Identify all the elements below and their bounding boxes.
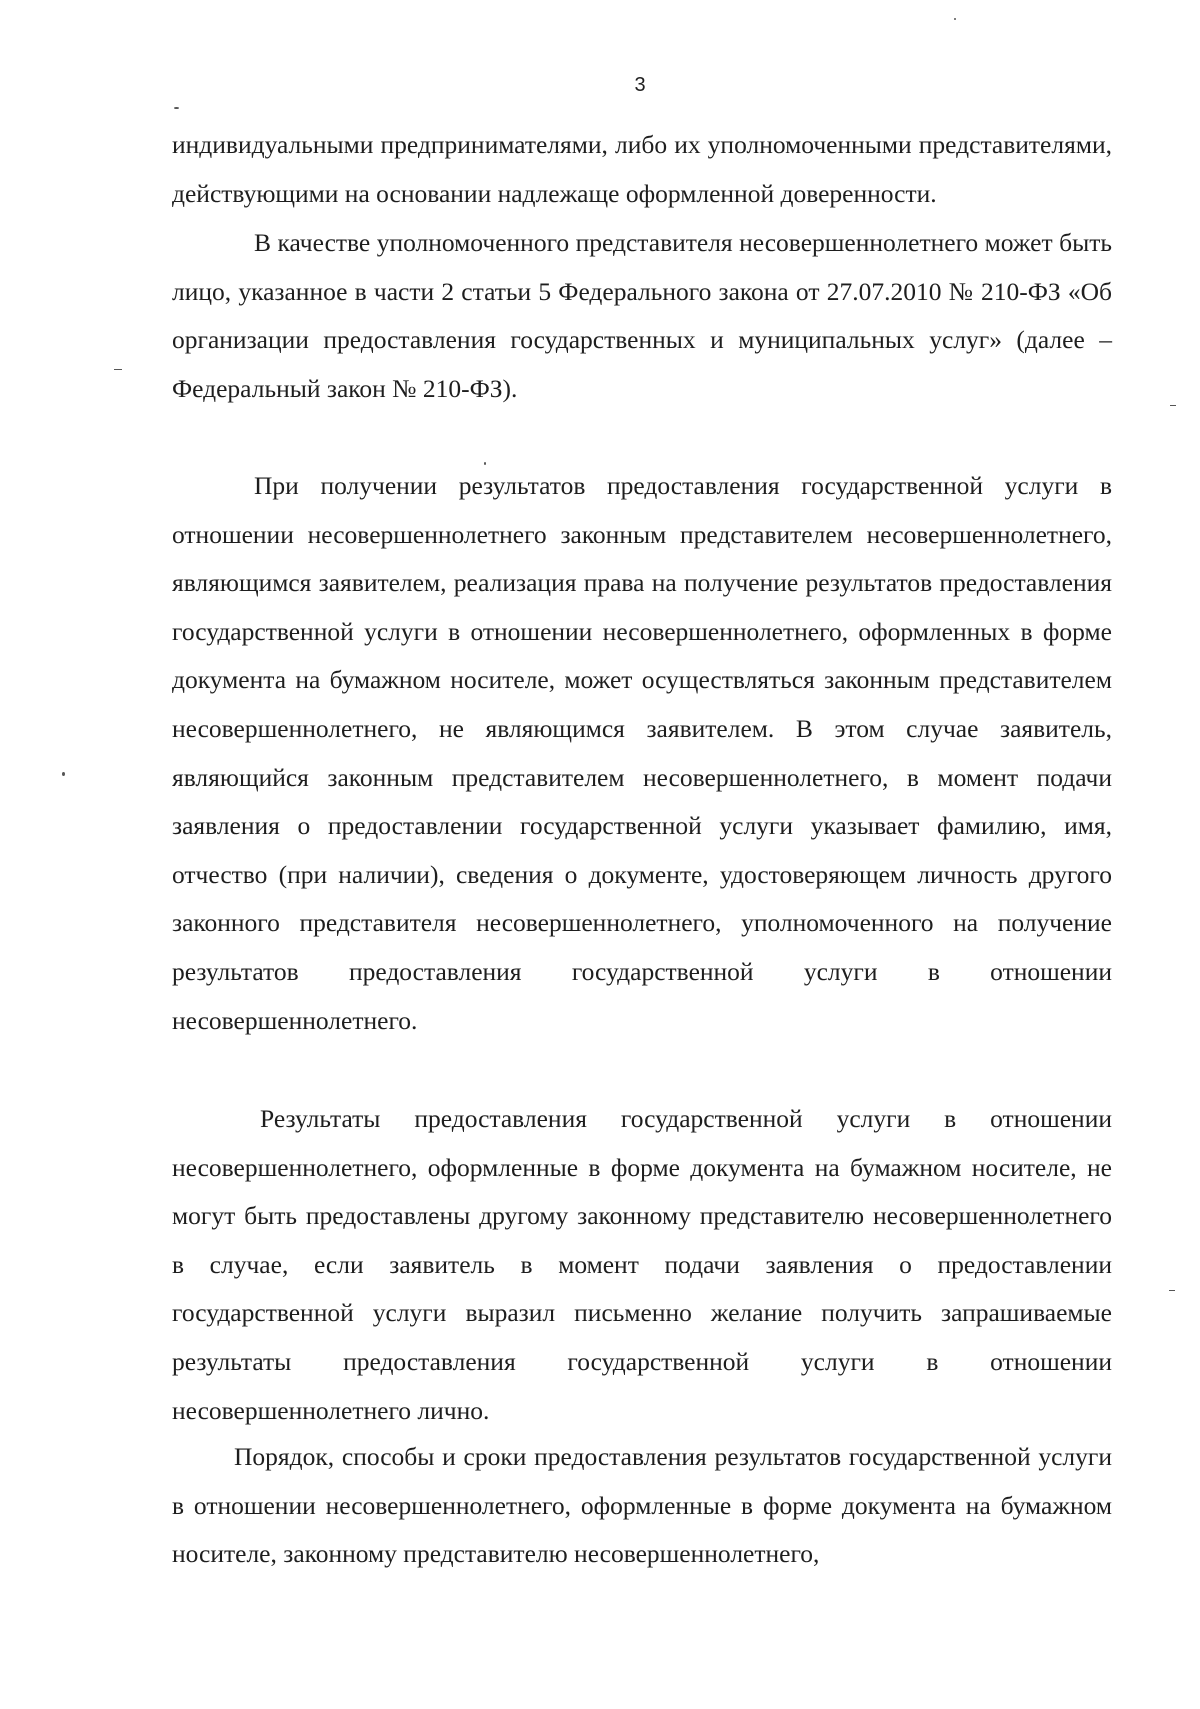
paragraph-1: индивидуальными предпринимателями, либо их уполномоченными представителями, действующими на основании надлежаще оформленной доверенности. (172, 130, 1112, 208)
paragraph-3: При получении результатов предоставления государственной услуги в отношении несовершеннолетнего законным представителем несовершеннолетнего, являющимся заявителем, реализация права на получение результатов предоставления государственной услуги в отношении несовершеннолетнего, оформленных в форме документа на бумажном носителе, может осуществляться законным представителем несовершеннолетнего, не являющимся заявителем. В этом случае заявитель, являющийся законным представителем несовершеннолетнего, в момент подачи заявления о предоставлении государственной услуги указывает фамилию, имя, отчество (при наличии), сведения о документе, удостоверяющем личность другого законного представителя несовершеннолетнего, уполномоченного на получение результатов предоставления государственной услуги в отношении несовершеннолетнего. (172, 471, 1112, 1035)
scan-speck (484, 462, 486, 465)
paragraph-5: Порядок, способы и сроки предоставления результатов государственной услуги в отношении несовершеннолетнего, оформленные в форме документа на бумажном носителе, законному представителю несовершеннолетнего, (172, 1442, 1112, 1569)
scan-speck (62, 772, 65, 776)
text-block-3 (172, 1095, 1112, 1435)
scan-speck (114, 369, 122, 370)
paragraph-2: В качестве уполномоченного представителя несовершеннолетнего может быть лицо, указанное в части 2 статьи 5 Федерального закона от 27.07.2010 № 210-ФЗ «Об организации предоставления государственных и муниципальных услуг» (далее – Федеральный закон № 210-ФЗ). (172, 228, 1112, 403)
paragraph-4: Результаты предоставления государственной услуги в отношении несовершеннолетнего, оформленные в форме документа на бумажном носителе, не могут быть предоставлены другому законному представителю несовершеннолетнего в случае, если заявитель в момент подачи заявления о предоставлении государственной услуги выразил письменно желание получить запрашиваемые результаты предоставления государственной услуги в отношении несовершеннолетнего лично. (172, 1104, 1112, 1425)
scan-speck (174, 107, 179, 109)
text-block-4 (172, 1433, 1112, 1579)
page-number: 3 (634, 74, 646, 96)
text-block-2 (172, 462, 1112, 1045)
scan-speck (1170, 405, 1176, 406)
text-block-1 (172, 121, 1112, 414)
scan-speck (954, 18, 956, 20)
scan-speck (1169, 1290, 1175, 1291)
